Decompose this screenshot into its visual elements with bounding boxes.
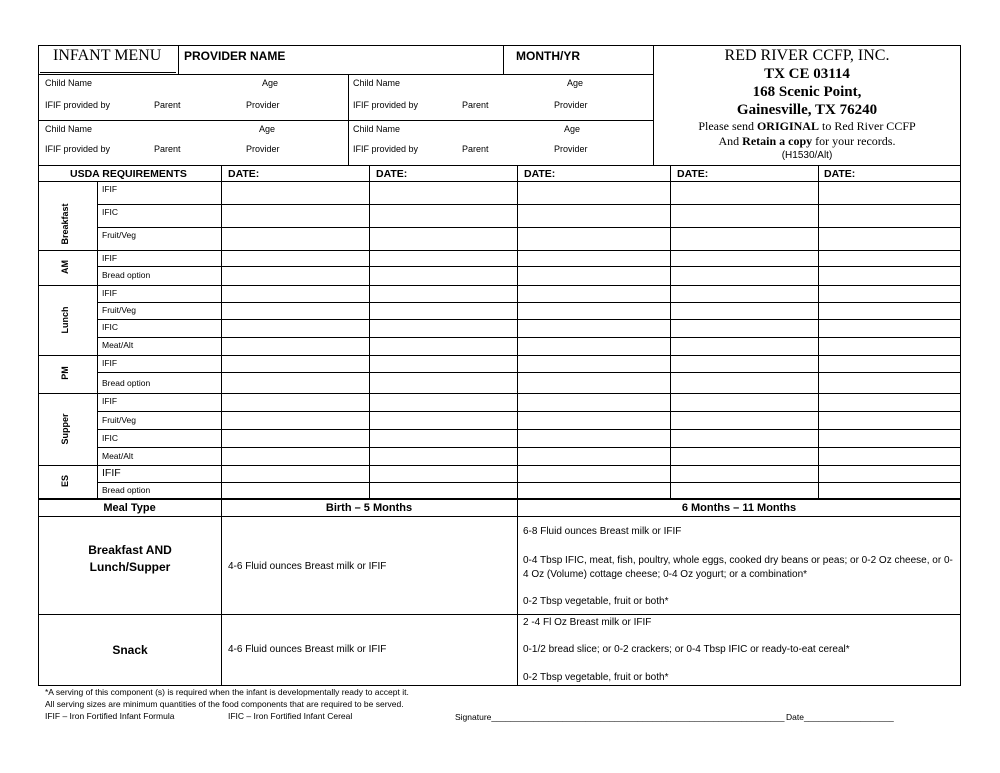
group-label-pm: PM	[60, 366, 70, 380]
meal-type-cell: Snack	[112, 643, 148, 657]
six-month-serving-line: 0-2 Tbsp vegetable, fruit or both*	[523, 596, 669, 607]
group-label-lunch: Lunch	[60, 306, 70, 334]
form-code: (H1530/Alt)	[781, 150, 833, 161]
item-label: IFIF	[102, 467, 121, 479]
six-month-serving-line: 0-4 Tbsp IFIC, meat, fish, poultry, whole eggs, cooked dry beans or peas; or 0-2 Oz cheese, or 0-4 Oz (Volume) cottage cheese; 0-4 Oz yogurt; or a combination*	[523, 555, 953, 580]
item-label: Bread option	[102, 270, 151, 280]
child-name-label: Child Name	[45, 78, 93, 88]
item-label: Meat/Alt	[102, 340, 134, 350]
item-label: Bread option	[102, 485, 151, 495]
date-header: DATE:	[228, 168, 260, 180]
ifif-provided-label: IFIF provided by	[353, 100, 419, 110]
date-header: DATE:	[824, 168, 856, 180]
age-label: Age	[259, 124, 276, 134]
six-month-serving-line: 6-8 Fluid ounces Breast milk or IFIF	[523, 526, 682, 537]
form-title: INFANT MENU	[53, 47, 162, 64]
footnote-serving: *A serving of this component (s) is required when the infant is developmentally ready to accept it.	[45, 687, 409, 697]
item-label: IFIC	[102, 322, 119, 332]
signature-line[interactable]: Signature______________________________________________________________	[455, 712, 785, 722]
ifif-definition: IFIF – Iron Fortified Infant Formula	[45, 711, 175, 721]
item-label: Fruit/Veg	[102, 305, 137, 315]
group-label-supper: Supper	[60, 413, 70, 445]
item-label: Meat/Alt	[102, 451, 134, 461]
month-year-label: MONTH/YR	[516, 49, 580, 63]
item-label: IFIF	[102, 253, 118, 263]
org-city: Gainesville, TX 76240	[736, 102, 878, 118]
footnote-minimum: All serving sizes are minimum quantities of the food components that are required to be served.	[45, 699, 404, 709]
group-label-es: ES	[60, 475, 70, 488]
birth-5-months-header: Birth – 5 Months	[325, 502, 413, 514]
ifif-provided-label: IFIF provided by	[45, 144, 111, 154]
date-header: DATE:	[677, 168, 709, 180]
date-header: DATE:	[376, 168, 408, 180]
group-label-am: AM	[60, 260, 70, 274]
item-label: IFIC	[102, 433, 119, 443]
ifif-provided-label: IFIF provided by	[45, 100, 111, 110]
item-label: Fruit/Veg	[102, 415, 137, 425]
child-name-label: Child Name	[353, 78, 401, 88]
child-name-label: Child Name	[45, 124, 93, 134]
org-ce: TX CE 03114	[764, 66, 850, 82]
age-label: Age	[262, 78, 279, 88]
age-label: Age	[567, 78, 584, 88]
item-label: IFIF	[102, 288, 118, 298]
item-label: Fruit/Veg	[102, 230, 137, 240]
six-month-serving-line: 2 -4 Fl Oz Breast milk or IFIF	[523, 617, 652, 628]
parent-option: Parent	[154, 100, 181, 110]
parent-option: Parent	[462, 100, 489, 110]
birth-serving-cell: 4-6 Fluid ounces Breast milk or IFIF	[228, 644, 387, 655]
usda-requirements-header: USDA REQUIREMENTS	[70, 168, 187, 180]
six-month-serving-line: 0-1/2 bread slice; or 0-2 crackers; or 0-4 Tbsp IFIC or ready-to-eat cereal*	[523, 644, 850, 655]
date-header: DATE:	[524, 168, 556, 180]
meal-type-header: Meal Type	[103, 502, 156, 514]
org-address-block	[654, 47, 960, 162]
requirements-grid	[38, 166, 961, 499]
group-label-breakfast: Breakfast	[60, 203, 70, 245]
item-label: IFIC	[102, 207, 119, 217]
date-line[interactable]: Date___________________	[786, 712, 894, 722]
provider-option: Provider	[554, 144, 588, 154]
org-street: 168 Scenic Point,	[752, 84, 862, 100]
retain-instruction: And Retain a copy for your records.	[718, 134, 896, 148]
send-instruction: Please send ORIGINAL to Red River CCFP	[698, 119, 916, 133]
meal-type-cell: Breakfast AND Lunch/Supper	[88, 543, 172, 574]
org-name: RED RIVER CCFP, INC.	[724, 47, 890, 64]
six-month-serving-line: 0-2 Tbsp vegetable, fruit or both*	[523, 672, 669, 683]
provider-option: Provider	[246, 100, 280, 110]
item-label: IFIF	[102, 184, 118, 194]
item-label: Bread option	[102, 378, 151, 388]
provider-name-label: PROVIDER NAME	[184, 49, 286, 63]
ific-definition: IFIC – Iron Fortified Infant Cereal	[228, 711, 353, 721]
provider-option: Provider	[246, 144, 280, 154]
ifif-provided-label: IFIF provided by	[353, 144, 419, 154]
parent-option: Parent	[154, 144, 181, 154]
child-name-label: Child Name	[353, 124, 401, 134]
item-label: IFIF	[102, 358, 118, 368]
parent-option: Parent	[462, 144, 489, 154]
birth-serving-cell: 4-6 Fluid ounces Breast milk or IFIF	[228, 561, 387, 572]
6-11-months-header: 6 Months – 11 Months	[681, 502, 797, 514]
item-label: IFIF	[102, 396, 118, 406]
age-label: Age	[564, 124, 581, 134]
provider-option: Provider	[554, 100, 588, 110]
